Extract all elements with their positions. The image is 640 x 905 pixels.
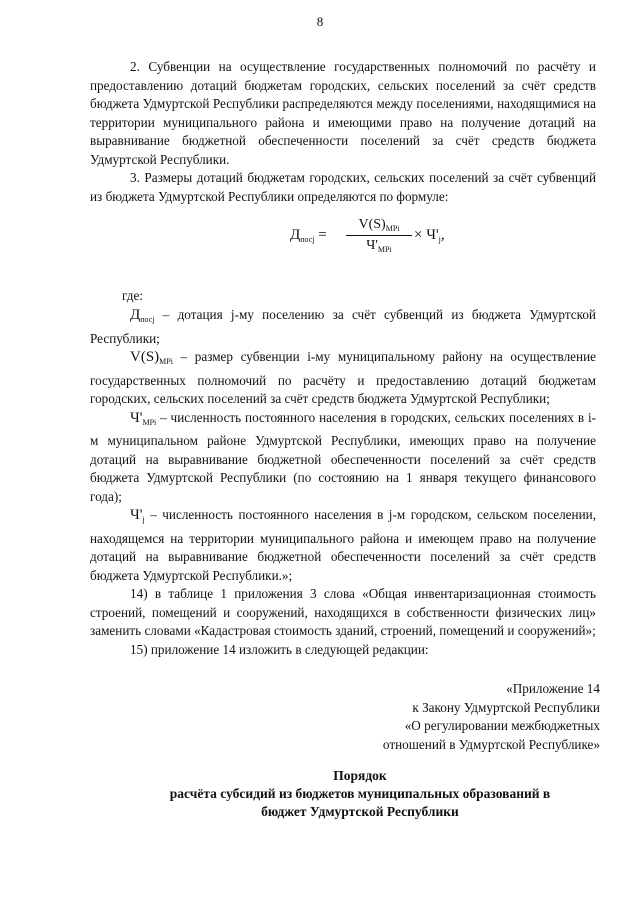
formula-numerator <box>346 217 412 236</box>
definition-text: – численность постоянного населения в городских, сельских поселениях в i-м муниципальном районе Удмуртской Республики, имеющих право на получение дотаций на выравнивание бюджетной обеспеченности поселений за счёт средств бюджета Удмуртской Республики (по состоянию на 1 января текущего финансового года); <box>90 409 596 504</box>
appendix-line: отношений в Удмуртской Республике» <box>382 736 600 752</box>
formula-rhs-sub: j <box>438 235 441 244</box>
appendix-line: к Закону Удмуртской Республики <box>412 699 600 715</box>
formula-denominator <box>346 236 412 254</box>
appendix-line: «О регулировании межбюджетных <box>404 718 600 733</box>
title-line: расчёта субсидий из бюджетов муниципальных образований в <box>169 786 551 801</box>
formula-num-sub: MPi <box>385 224 400 233</box>
item-14: 14) в таблице 1 приложения 3 слова «Общая инвентаризационная стоимость строений, помещений и сооружений, находящихся в собственности физических лиц» заменить словами «Кадастровая стоимость зданий, строений, помещений и сооружений»; <box>90 586 596 638</box>
formula-rhs-main: Ч' <box>426 227 439 243</box>
definition-ch-mp <box>90 409 596 507</box>
definitions <box>90 306 596 659</box>
definition-symbol: Ч' <box>130 507 143 523</box>
title-line: бюджет Удмуртской Республики <box>261 804 459 819</box>
definition-symbol: V(S) <box>130 349 160 365</box>
formula-lhs-symbol: Д <box>290 227 301 243</box>
where-label: где: <box>122 288 143 303</box>
formula-den-sub: MPi <box>377 245 392 254</box>
definition-d <box>90 306 596 348</box>
formula-fraction <box>346 217 412 254</box>
formula-tail: , <box>440 227 445 243</box>
formula-equals: = <box>318 227 327 243</box>
formula-num-main: V(S) <box>358 217 386 232</box>
formula-lhs <box>290 227 327 244</box>
definition-vs <box>90 348 596 409</box>
definition-sub: посj <box>140 315 155 324</box>
formula <box>290 215 550 265</box>
definition-text: – дотация j-му поселению за счёт субвенций из бюджета Удмуртской Республики; <box>90 307 596 346</box>
title-line: Порядок <box>333 768 387 783</box>
definition-text: – численность постоянного населения в j-м городском, сельском поселении, находящемся на территории муниципального района и имеющем право на получение дотаций на выравнивание бюджетной обеспеченности поселений за счёт средств бюджета Удмуртской Республики.»; <box>90 507 596 583</box>
definition-sub: j <box>142 515 145 524</box>
paragraph-3: 3. Размеры дотаций бюджетам городских, сельских поселений за счёт субвенций из бюджета Удмуртской Республики определяются по формуле: <box>90 170 596 204</box>
formula-times: × <box>414 227 423 243</box>
formula-den-main: Ч' <box>366 238 378 253</box>
section-title <box>130 767 590 821</box>
page-number: 8 <box>316 14 324 29</box>
paragraph-2: 2. Субвенции на осуществление государственных полномочий по расчёту и предоставлению дотаций бюджетам городских, сельских поселений за счёт средств бюджета Удмуртской Республики распределяются между поселениями, находящимися на территории муниципального района и имеющими право на получение дотаций на выравнивание бюджетной обеспеченности поселений за счёт средств бюджета Удмуртской Республики. <box>90 59 596 167</box>
formula-lhs-sub: посj <box>300 235 315 244</box>
definition-symbol: Д <box>130 307 141 323</box>
definition-sub: MPi <box>159 357 173 366</box>
appendix-line: «Приложение 14 <box>506 681 600 696</box>
definition-sub: MPi <box>142 417 157 427</box>
definition-symbol: Ч' <box>130 409 143 426</box>
item-15: 15) приложение 14 изложить в следующей редакции: <box>130 641 429 657</box>
appendix-heading <box>383 680 600 754</box>
definition-text: – размер субвенции i-му муниципальному району на осуществление государственных полномочий по расчёту и предоставлению дотаций бюджетам городских, сельских поселений за счёт средств бюджета Удмуртской Республики; <box>90 349 596 406</box>
definition-ch-j <box>90 506 596 585</box>
formula-rhs <box>414 227 445 244</box>
intro-paragraphs <box>90 58 596 206</box>
